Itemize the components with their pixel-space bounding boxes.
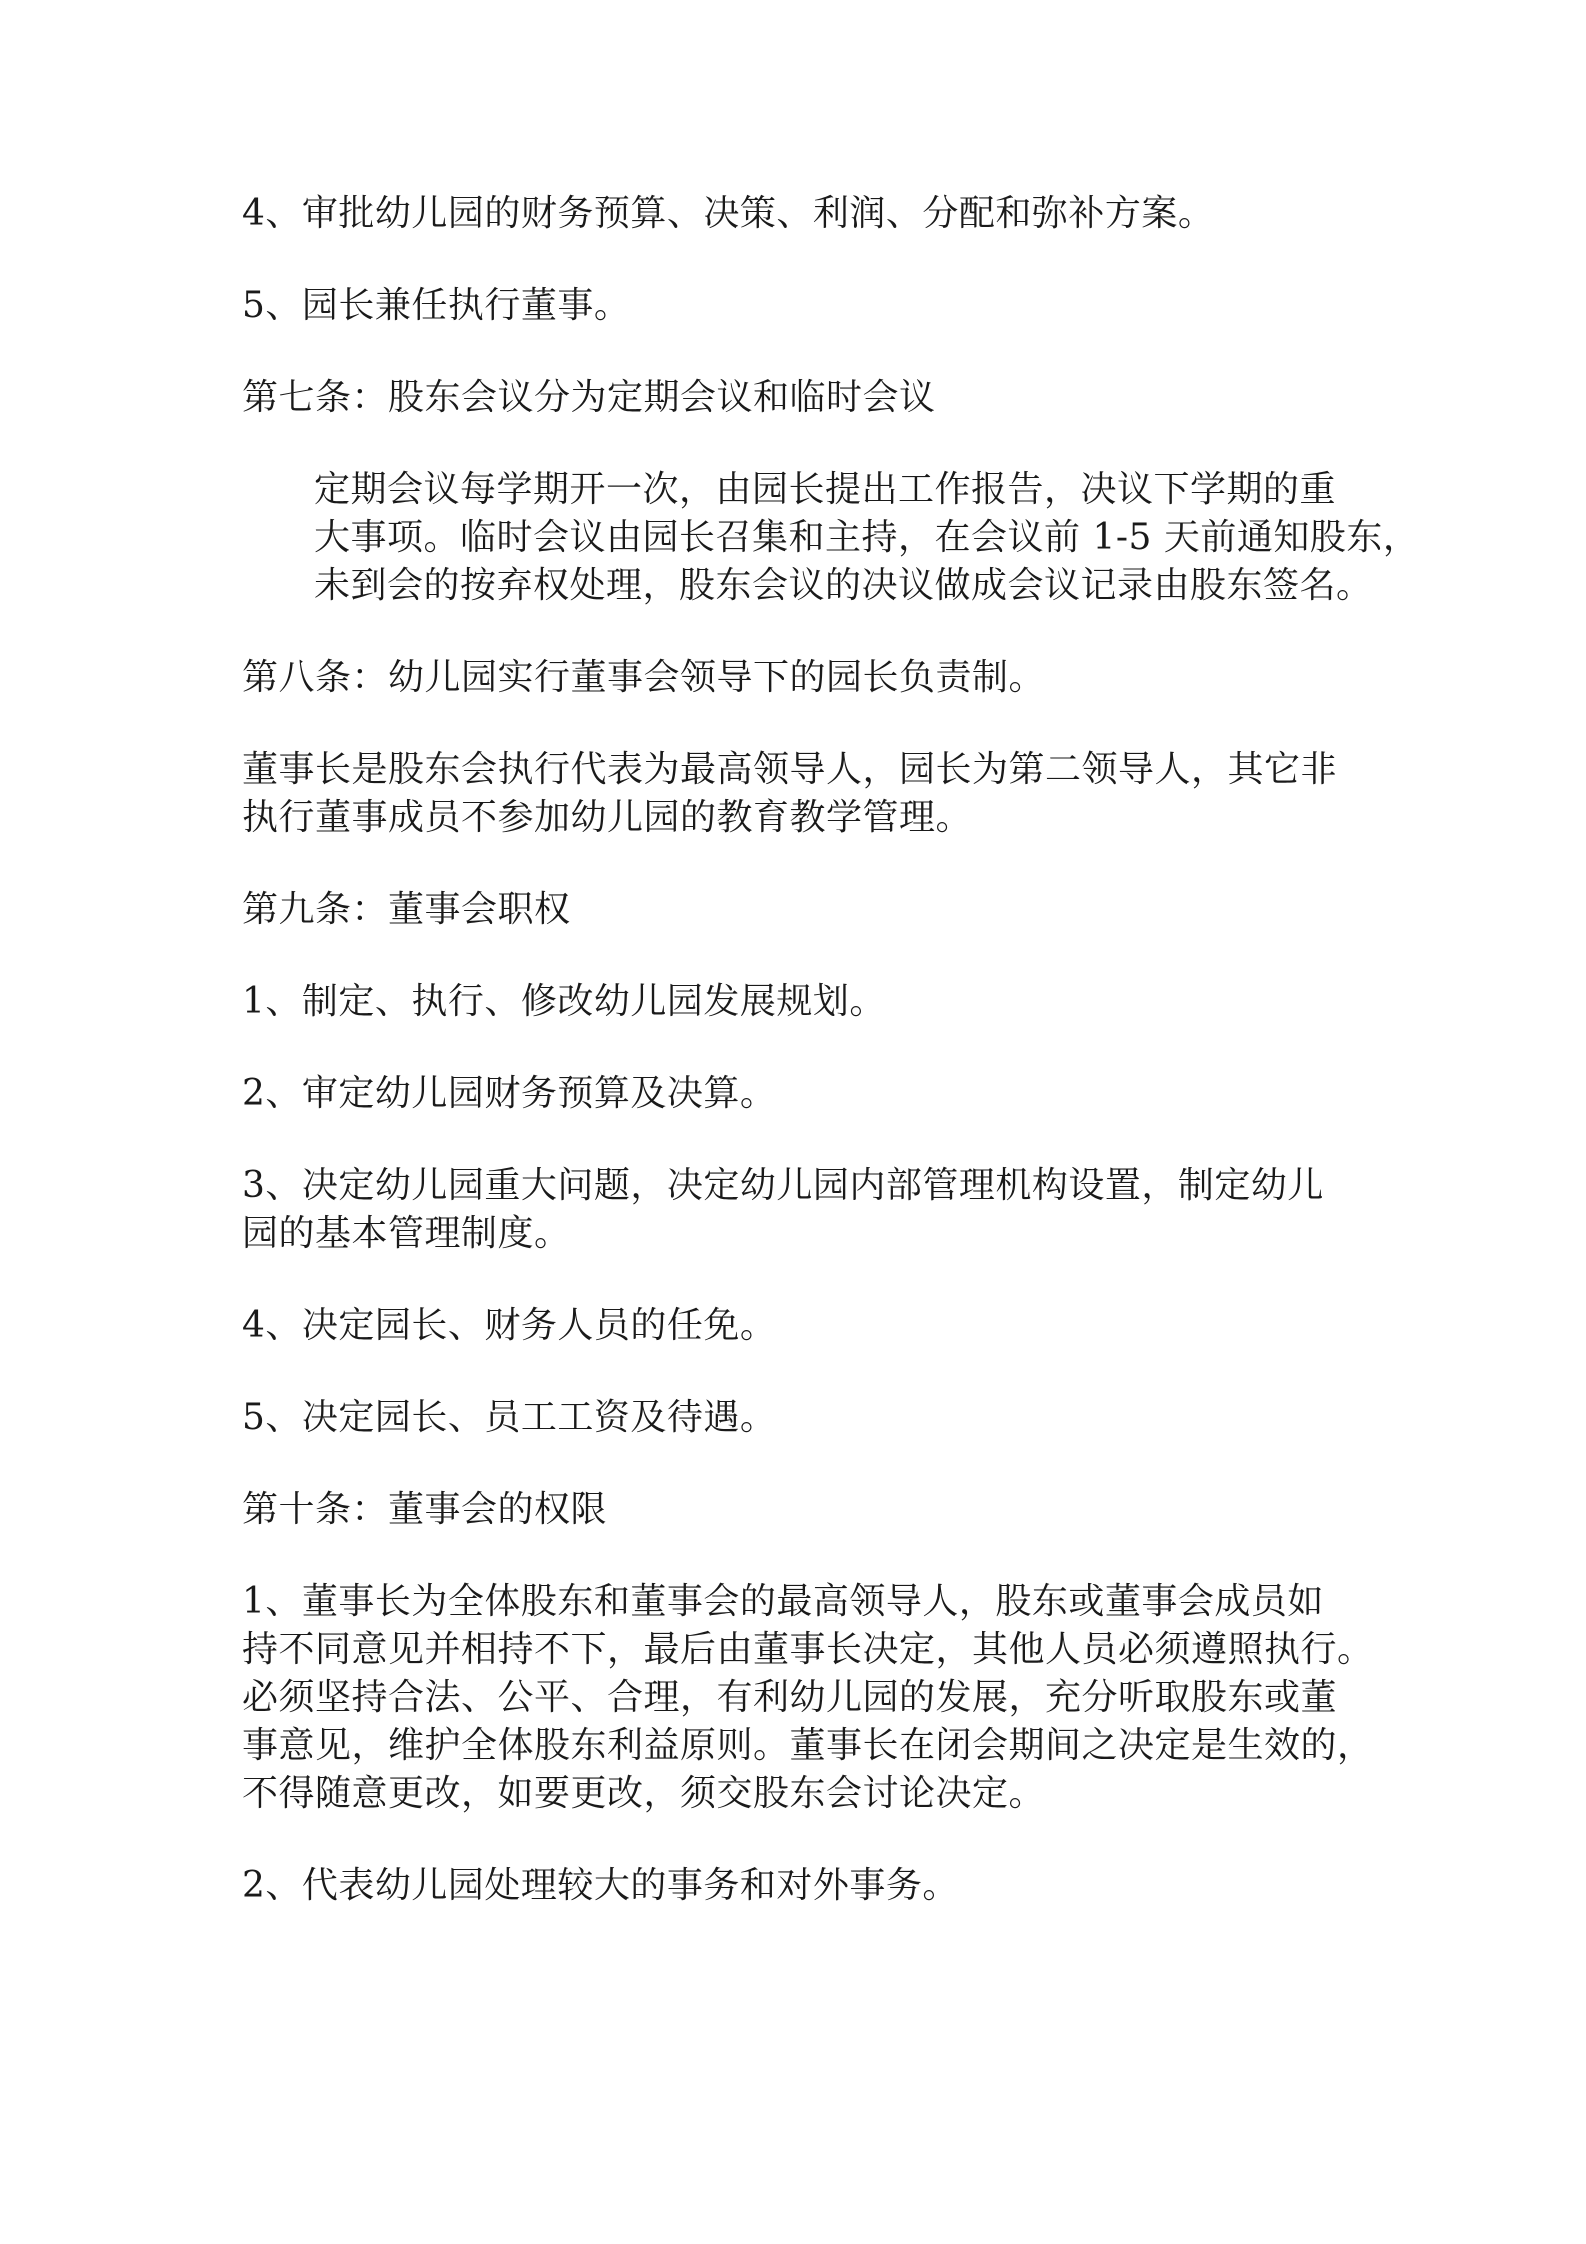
paragraph [242,466,1420,610]
paragraph [242,886,1350,934]
paragraph [242,978,1350,1026]
text-line: 不得随意更改，如要更改，须交股东会讨论决定。 [242,1773,1046,1814]
paragraph [242,1486,1350,1534]
paragraph [242,374,1350,422]
text-line: 1、制定、执行、修改幼儿园发展规划。 [242,981,886,1022]
paragraph [242,282,1350,330]
text-line: 必须坚持合法、公平、合理，有利幼儿园的发展，充分听取股东或董 [242,1677,1338,1718]
text-line: 大事项。临时会议由园长召集和主持，在会议前 1-5 天前通知股东， [314,517,1420,558]
paragraph [242,1394,1350,1442]
text-line: 董事长是股东会执行代表为最高领导人，园长为第二领导人，其它非 [242,749,1338,790]
text-line: 第九条：董事会职权 [242,889,571,930]
paragraph [242,1302,1350,1350]
text-line: 持不同意见并相持不下，最后由董事长决定，其他人员必须遵照执行。 [242,1629,1374,1670]
document-body [242,190,1420,1954]
paragraph [242,1070,1350,1118]
text-line: 事意见，维护全体股东利益原则。董事长在闭会期间之决定是生效的， [242,1725,1374,1766]
text-line: 园的基本管理制度。 [242,1213,571,1254]
text-line: 未到会的按弃权处理，股东会议的决议做成会议记录由股东签名。 [314,565,1373,606]
text-line: 3、决定幼儿园重大问题，决定幼儿园内部管理机构设置，制定幼儿 [242,1165,1324,1206]
text-line: 定期会议每学期开一次，由园长提出工作报告，决议下学期的重 [314,469,1337,510]
text-line: 第七条：股东会议分为定期会议和临时会议 [242,377,936,418]
paragraph [242,1578,1374,1818]
text-line: 4、审批幼儿园的财务预算、决策、利润、分配和弥补方案。 [242,193,1215,234]
text-line: 第十条：董事会的权限 [242,1489,608,1530]
paragraph [242,1162,1350,1258]
text-line: 2、代表幼儿园处理较大的事务和对外事务。 [242,1865,959,1906]
text-line: 2、审定幼儿园财务预算及决算。 [242,1073,777,1114]
paragraph [242,190,1350,238]
text-line: 4、决定园长、财务人员的任免。 [242,1305,777,1346]
text-line: 1、董事长为全体股东和董事会的最高领导人，股东或董事会成员如 [242,1581,1324,1622]
text-line: 5、决定园长、员工工资及待遇。 [242,1397,777,1438]
paragraph [242,654,1350,702]
text-line: 执行董事成员不参加幼儿园的教育教学管理。 [242,797,973,838]
paragraph [242,1862,1350,1910]
text-line: 第八条：幼儿园实行董事会领导下的园长负责制。 [242,657,1046,698]
text-line: 5、园长兼任执行董事。 [242,285,631,326]
paragraph [242,746,1350,842]
